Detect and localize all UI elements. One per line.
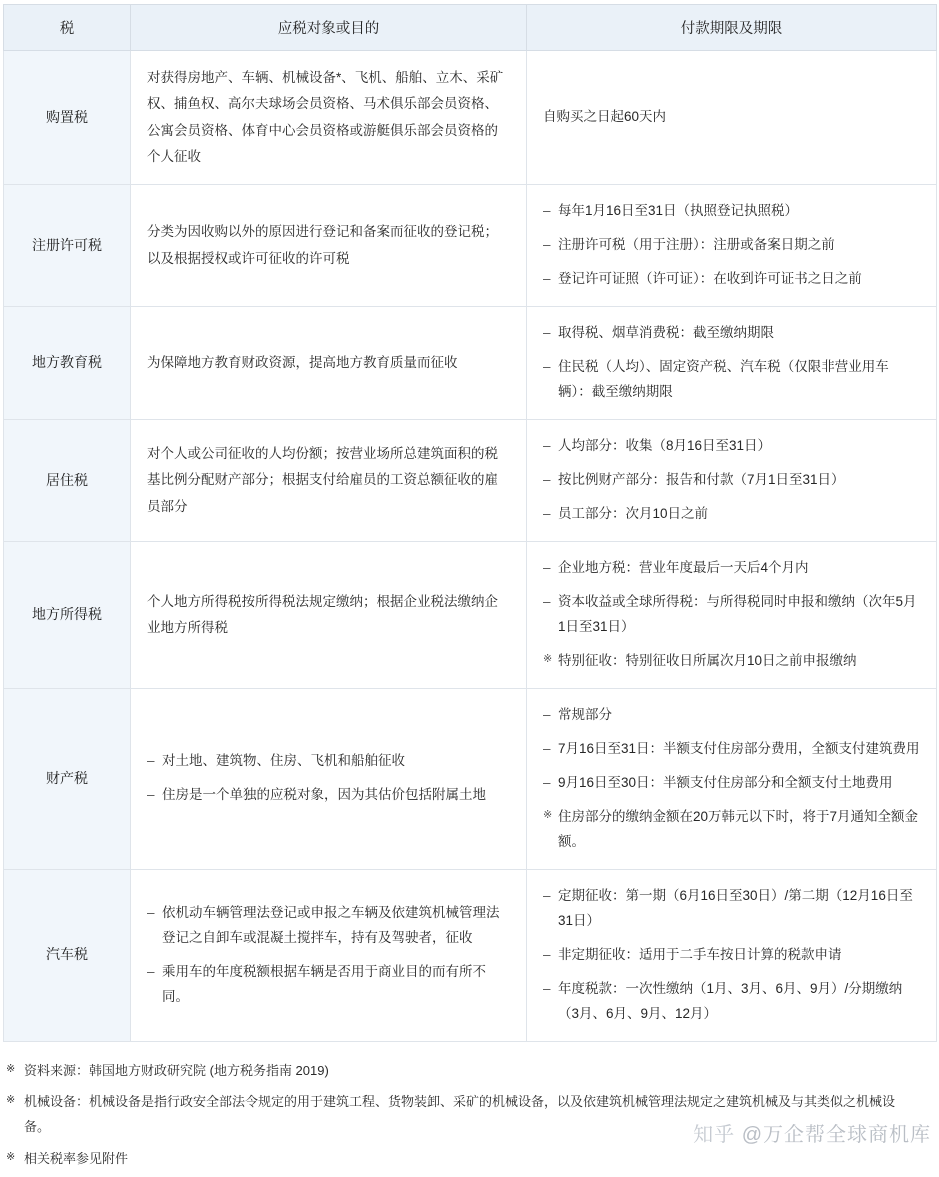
column-header-object: 应税对象或目的 <box>131 5 527 51</box>
desc-text: 为保障地方教育财政资源，提高地方教育质量而征收 <box>147 354 458 370</box>
table-row <box>4 869 937 1041</box>
taxable-object-cell <box>131 420 527 542</box>
desc-list-item: – 住房是一个单独的应税对象，因为其估价包括附属土地 <box>147 783 510 808</box>
desc-list <box>147 901 510 1010</box>
desc-text: 对个人或公司征收的人均份额；按营业场所总建筑面积的税基比例分配财产部分；根据支付给雇员的工资总额征收的雇员部分 <box>147 446 498 514</box>
due-list <box>543 556 920 674</box>
column-header-tax: 税 <box>4 5 131 51</box>
table-header <box>4 5 937 51</box>
tax-guide-document <box>0 4 939 1171</box>
due-list-item: – 9月16日至30日：半额支付住房部分和全额支付土地费用 <box>543 771 920 796</box>
tax-name-cell: 居住税 <box>4 420 131 542</box>
due-list-item: – 7月16日至31日：半额支付住房部分费用，全额支付建筑费用 <box>543 737 920 762</box>
tax-name-cell: 汽车税 <box>4 869 131 1041</box>
table-row <box>4 688 937 869</box>
due-list <box>543 434 920 527</box>
payment-deadline-cell <box>527 420 937 542</box>
table-row <box>4 420 937 542</box>
payment-deadline-cell <box>527 307 937 420</box>
due-list-item: – 非定期征收：适用于二手车按日计算的税款申请 <box>543 943 920 968</box>
taxable-object-cell <box>131 51 527 185</box>
due-list-item: – 定期征收：第一期（6月16日至30日）/第二期（12月16日至31日） <box>543 884 920 934</box>
taxable-object-cell <box>131 541 527 688</box>
desc-list-item: – 依机动车辆管理法登记或申报之车辆及依建筑机械管理法登记之自卸车或混凝土搅拌车，持有及驾驶者，征收 <box>147 901 510 951</box>
tax-name-cell: 地方所得税 <box>4 541 131 688</box>
due-list-item: – 按比例财产部分：报告和付款（7月1日至31日） <box>543 468 920 493</box>
due-list-item: ※ 住房部分的缴纳金额在20万韩元以下时，将于7月通知全额金额。 <box>543 805 920 855</box>
payment-deadline-cell <box>527 541 937 688</box>
tax-name-cell: 购置税 <box>4 51 131 185</box>
desc-text: 个人地方所得税按所得税法规定缴纳；根据企业税法缴纳企业地方所得税 <box>147 593 498 635</box>
due-list-item: – 资本收益或全球所得税：与所得税同时申报和缴纳（次年5月1日至31日） <box>543 590 920 640</box>
taxable-object-cell <box>131 869 527 1041</box>
desc-list-item: – 对土地、建筑物、住房、飞机和船舶征收 <box>147 749 510 774</box>
due-list-item: – 常规部分 <box>543 703 920 728</box>
desc-text: 对获得房地产、车辆、机械设备*、飞机、船舶、立木、采矿权、捕鱼权、高尔夫球场会员资格、马术俱乐部会员资格、公寓会员资格、体育中心会员资格或游艇俱乐部会员资格的个人征收 <box>147 70 504 164</box>
column-header-due: 付款期限及期限 <box>527 5 937 51</box>
table-row <box>4 307 937 420</box>
desc-list-item: – 乘用车的年度税额根据车辆是否用于商业目的而有所不同。 <box>147 960 510 1010</box>
table-row <box>4 185 937 307</box>
due-list <box>543 199 920 292</box>
footnote: ※ 相关税率参见附件 <box>6 1146 906 1171</box>
due-list-item: – 住民税（人均）、固定资产税、汽车税（仅限非营业用车辆）：截至缴纳期限 <box>543 355 920 405</box>
due-text: 自购买之日起60天内 <box>543 109 667 125</box>
footnote: ※ 机械设备：机械设备是指行政安全部法令规定的用于建筑工程、货物装卸、采矿的机械设备，以及依建筑机械管理法规定之建筑机械及与其类似之机械设备。 <box>6 1089 906 1140</box>
desc-text: 分类为因收购以外的原因进行登记和备案而征收的登记税；以及根据授权或许可征收的许可税 <box>147 224 498 266</box>
due-list-item: – 年度税款：一次性缴纳（1月、3月、6月、9月）/分期缴纳（3月、6月、9月、12月） <box>543 977 920 1027</box>
tax-name-cell: 地方教育税 <box>4 307 131 420</box>
table-row <box>4 541 937 688</box>
due-list-item: – 企业地方税：营业年度最后一天后4个月内 <box>543 556 920 581</box>
payment-deadline-cell <box>527 51 937 185</box>
table-body <box>4 51 937 1042</box>
watermark-zhihu-label: 知乎 <box>693 1123 736 1146</box>
local-tax-table <box>3 4 937 1042</box>
tax-name-cell: 注册许可税 <box>4 185 131 307</box>
footnote-list <box>6 1058 906 1171</box>
due-list-item: – 取得税、烟草消费税：截至缴纳期限 <box>543 321 920 346</box>
payment-deadline-cell <box>527 185 937 307</box>
due-list-item: ※ 特别征收：特别征收日所属次月10日之前申报缴纳 <box>543 649 920 674</box>
watermark-account-label: @万企帮全球商机库 <box>735 1123 931 1146</box>
due-list-item: – 每年1月16日至31日（执照登记执照税） <box>543 199 920 224</box>
desc-list <box>147 749 510 808</box>
taxable-object-cell <box>131 307 527 420</box>
due-list <box>543 703 920 855</box>
payment-deadline-cell <box>527 869 937 1041</box>
due-list-item: – 员工部分：次月10日之前 <box>543 502 920 527</box>
due-list-item: – 人均部分：收集（8月16日至31日） <box>543 434 920 459</box>
watermark <box>693 1118 931 1147</box>
tax-name-cell: 财产税 <box>4 688 131 869</box>
due-list <box>543 321 920 405</box>
due-list-item: – 登记许可证照（许可证）：在收到许可证书之日之前 <box>543 267 920 292</box>
due-list-item: – 注册许可税（用于注册）：注册或备案日期之前 <box>543 233 920 258</box>
taxable-object-cell <box>131 688 527 869</box>
footnote: ※ 资料来源：韩国地方财政研究院 (地方税务指南 2019) <box>6 1058 906 1083</box>
taxable-object-cell <box>131 185 527 307</box>
table-row <box>4 51 937 185</box>
table-header-row <box>4 5 937 51</box>
due-list <box>543 884 920 1027</box>
payment-deadline-cell <box>527 688 937 869</box>
